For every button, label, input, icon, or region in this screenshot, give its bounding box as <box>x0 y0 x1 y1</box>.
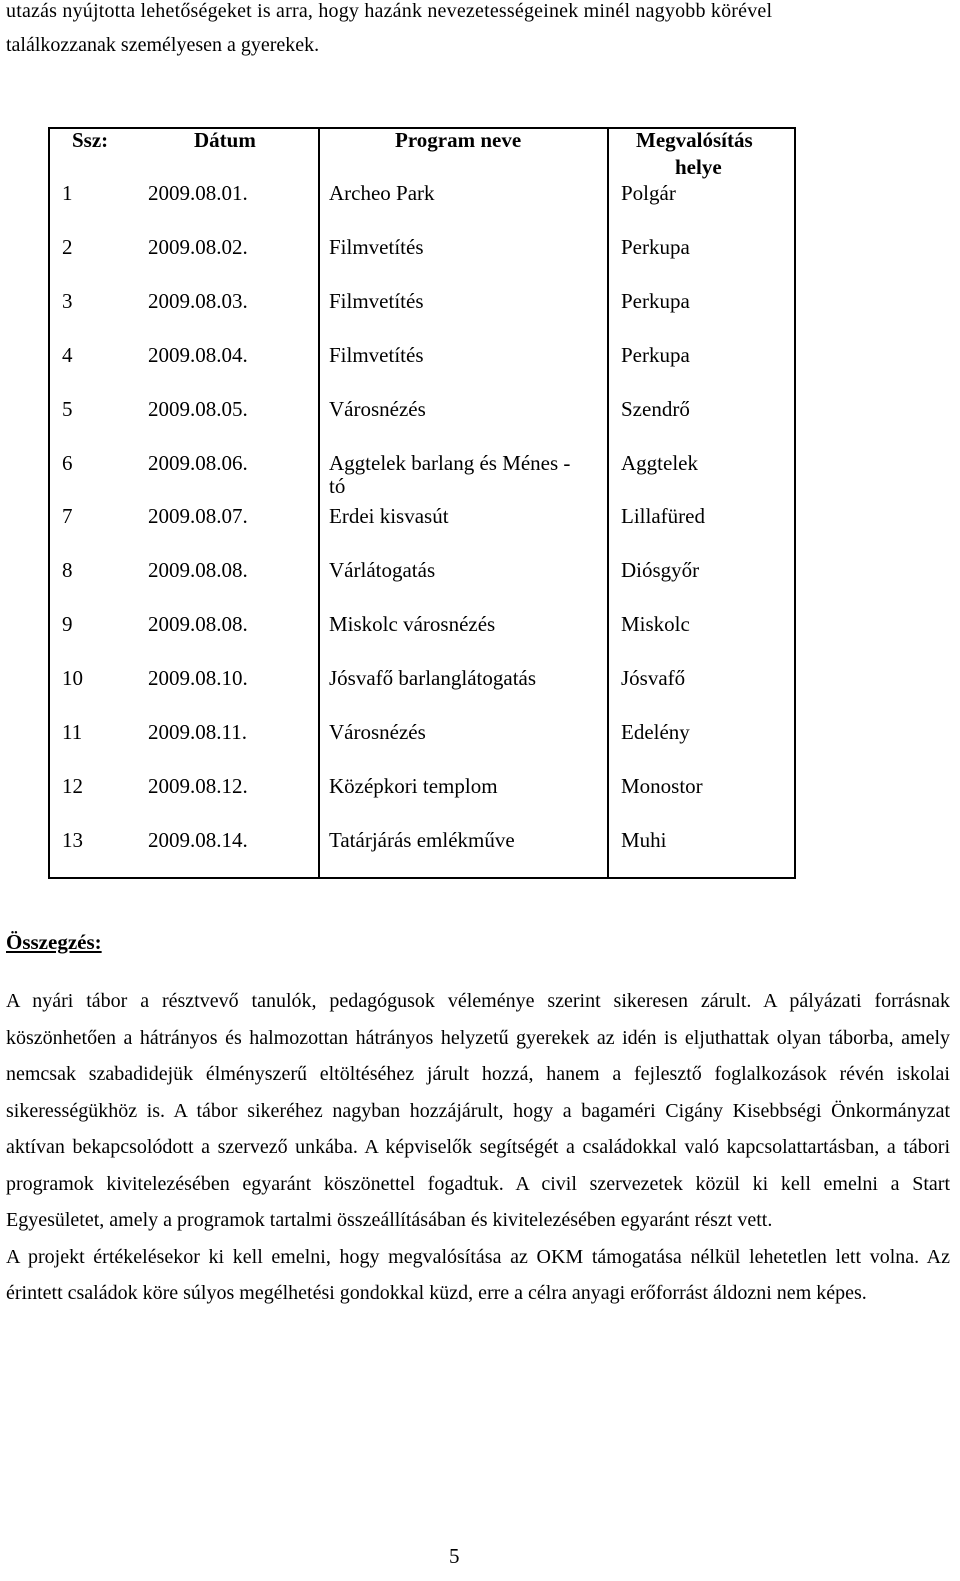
row-program: Aggtelek barlang és Ménes - <box>329 450 571 475</box>
header-ssz: Ssz: <box>72 128 109 152</box>
table-column-divider <box>318 127 320 879</box>
row-date: 2009.08.10. <box>148 666 248 691</box>
row-program: Miskolc városnézés <box>329 612 496 637</box>
summary-paragraph-1: A nyári tábor a résztvevő tanulók, pedagógusok véleménye szerint sikeresen zárult. A pályázati forrásnak köszönhetően a hátrányos és halmozottan hátrányos helyzetű gyerekek az idén is eljuthattak olyan táborba, amely nemcsak szabadidejük élményszerű eltöltéséhez járult hozzá, hanem a fejlesztő foglalkozások révén iskolai sikerességükhöz is. A tábor sikeréhez nagyban hozzájárult, hogy a bagaméri Cigány Kisebbségi Önkormányzat aktívan bekapcsolódott a szervező unkába. A képviselők segítségét a családokkal való kapcsolattartásban, a tábori programok kivitelezésében egyaránt köszönettel fogadtuk. A civil szervezetek közül ki kell emelni a Start Egyesületet, amely a programok tartalmi összeállításában és kivitelezésében egyaránt részt vett. <box>6 990 950 1231</box>
row-place: Edelény <box>621 720 690 744</box>
row-place: Perkupa <box>621 342 690 367</box>
row-date: 2009.08.12. <box>148 773 248 798</box>
row-number: 5 <box>62 396 73 421</box>
header-place-line-1: Megvalósítás <box>636 128 753 152</box>
row-place: Diósgyőr <box>621 558 700 583</box>
row-place: Jósvafő <box>621 666 686 691</box>
row-program: Tatárjárás emlékműve <box>329 827 515 852</box>
row-date: 2009.08.06. <box>148 450 248 475</box>
row-place: Polgár <box>621 181 676 205</box>
row-program-continuation: tó <box>329 473 346 498</box>
row-number: 12 <box>62 773 83 798</box>
row-number: 4 <box>62 342 73 367</box>
row-place: Szendrő <box>621 396 690 421</box>
page-number: 5 <box>449 1544 460 1568</box>
row-number: 7 <box>62 504 73 529</box>
row-program: Filmvetítés <box>329 288 424 313</box>
row-date: 2009.08.08. <box>148 558 248 583</box>
table-column-divider <box>607 127 609 879</box>
intro-line-2: találkozzanak személyesen a gyerekek. <box>6 34 320 56</box>
row-program: Jósvafő barlanglátogatás <box>329 666 537 691</box>
row-program: Erdei kisvasút <box>329 504 449 529</box>
header-place-line-2: helye <box>675 155 722 179</box>
header-date: Dátum <box>194 128 256 152</box>
row-date: 2009.08.01. <box>148 181 248 205</box>
intro-text <box>6 0 956 62</box>
row-number: 1 <box>62 181 73 205</box>
row-place: Lillafüred <box>621 504 705 529</box>
row-place: Muhi <box>621 827 667 852</box>
row-place: Monostor <box>621 773 703 798</box>
row-date: 2009.08.08. <box>148 612 248 637</box>
row-date: 2009.08.07. <box>148 504 248 529</box>
row-number: 10 <box>62 666 83 691</box>
row-number: 2 <box>62 234 73 259</box>
row-date: 2009.08.11. <box>148 720 247 744</box>
row-place: Perkupa <box>621 234 690 259</box>
row-place: Aggtelek <box>621 450 698 475</box>
row-date: 2009.08.05. <box>148 396 248 421</box>
row-number: 6 <box>62 450 73 475</box>
row-place: Miskolc <box>621 612 690 637</box>
row-date: 2009.08.04. <box>148 342 248 367</box>
row-program: Városnézés <box>329 396 426 421</box>
row-number: 9 <box>62 612 73 637</box>
intro-line-1: utazás nyújtotta lehetőségeket is arra, hogy hazánk nevezetességeinek minél nagyobb körével <box>6 0 773 22</box>
row-number: 13 <box>62 827 83 852</box>
row-date: 2009.08.14. <box>148 827 248 852</box>
header-program: Program neve <box>395 128 522 152</box>
row-program: Filmvetítés <box>329 234 424 259</box>
row-program: Városnézés <box>329 720 426 744</box>
summary-paragraph-2: A projekt értékelésekor ki kell emelni, hogy megvalósítása az OKM támogatása nélkül lehetetlen lett volna. Az érintett családok köre súlyos megélhetési gondokkal küzd, erre a célra anyagi erőforrást áldozni nem képes. <box>6 1245 950 1304</box>
row-date: 2009.08.03. <box>148 288 248 313</box>
row-program: Középkori templom <box>329 773 498 798</box>
row-number: 8 <box>62 558 73 583</box>
row-number: 3 <box>62 288 73 313</box>
summary-text <box>6 983 950 1312</box>
row-program: Archeo Park <box>329 181 435 205</box>
row-date: 2009.08.02. <box>148 234 248 259</box>
row-program: Filmvetítés <box>329 342 424 367</box>
row-program: Várlátogatás <box>329 558 436 583</box>
row-number: 11 <box>62 720 83 744</box>
row-place: Perkupa <box>621 288 690 313</box>
summary-title: Összegzés: <box>6 930 102 954</box>
